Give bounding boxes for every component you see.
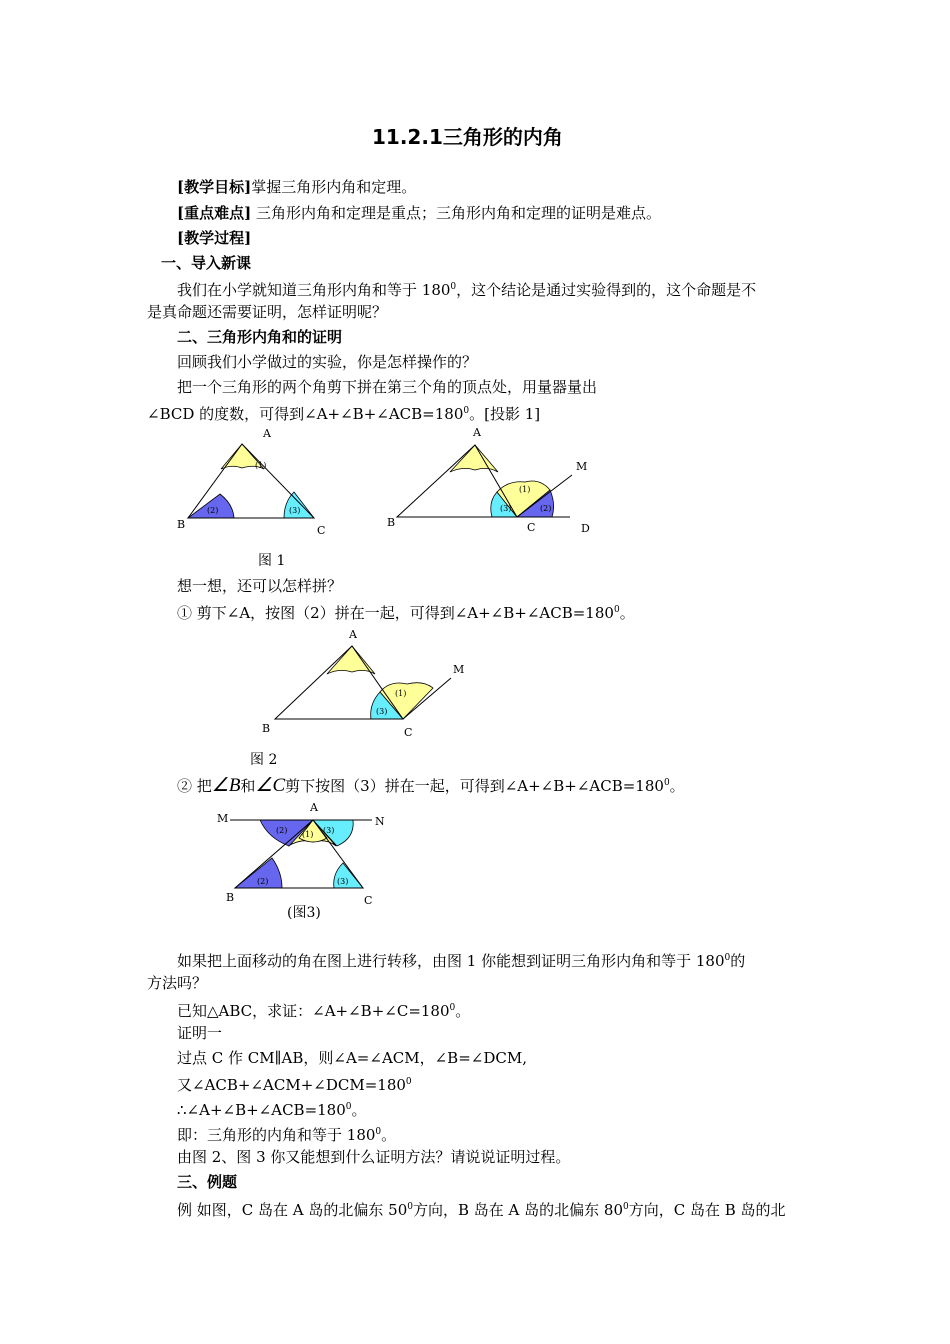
label-n: N — [375, 815, 385, 828]
method2-line — [177, 773, 685, 796]
label-b: B — [226, 891, 235, 904]
text-span: 。 — [351, 1101, 367, 1119]
text-span: 的 — [730, 952, 746, 970]
angle-label-1: (1) — [395, 689, 407, 698]
key-points-label: [重点难点] — [177, 204, 252, 222]
figure2 — [255, 626, 475, 744]
text-span: 。 — [381, 1126, 397, 1144]
text-span: 。 — [455, 1002, 471, 1020]
label-b: B — [387, 516, 396, 529]
proof-line3 — [177, 1097, 367, 1120]
operation-line1: 把一个三角形的两个角剪下拼在第三个角的顶点处，用量器量出 — [177, 378, 598, 396]
label-c: C — [317, 524, 326, 537]
superscript: 0 — [407, 1202, 413, 1212]
angle-label-2: (2) — [540, 504, 552, 513]
objectives-line — [177, 177, 416, 197]
text-span: 。 — [619, 604, 635, 622]
label-b: B — [262, 722, 271, 735]
figure1-left — [170, 424, 340, 544]
superscript: 0 — [724, 953, 731, 963]
label-c: C — [364, 894, 373, 907]
angle-label-2: (2) — [207, 506, 219, 515]
angle-a-sector — [327, 646, 375, 674]
method1-line — [177, 600, 635, 623]
key-points-text: 三角形内角和定理是重点；三角形内角和定理的证明是难点。 — [251, 204, 661, 222]
superscript: 0 — [623, 1202, 629, 1212]
label-a: A — [473, 426, 481, 439]
superscript: 0 — [449, 1003, 456, 1013]
superscript: 0 — [613, 605, 620, 615]
section1-heading: 一、导入新课 — [161, 254, 252, 272]
angle-label-3: (3) — [376, 707, 388, 716]
text-span: 剪下按图（3）拼在一起，可得到∠A+∠B+∠ACB=180 — [285, 777, 664, 795]
angle-a-sector — [450, 445, 498, 472]
text-span: ，这个结论是通过实验得到的，这个命题是不 — [456, 281, 757, 299]
angle-c-symbol: ∠C — [255, 775, 286, 796]
text-span: 又∠ACB+∠ACM+∠DCM=180 — [177, 1076, 406, 1094]
label-a: A — [349, 628, 357, 641]
followup-line: 由图 2、图 3 你又能想到什么证明方法？请说说证明过程。 — [177, 1148, 571, 1166]
section1-paragraph — [177, 277, 756, 300]
angle-label-1: (1) — [519, 485, 531, 494]
text-span: ∠BCD 的度数，可得到∠A+∠B+∠ACB=180 — [147, 405, 464, 423]
question-line2: 方法吗？ — [147, 974, 208, 992]
superscript: 0 — [405, 1077, 412, 1087]
section2-heading: 二、三角形内角和的证明 — [177, 328, 343, 346]
text-span: 如果把上面移动的角在图上进行转移，由图 1 你能想到证明三角形内角和等于 180 — [177, 952, 725, 970]
figure1-caption: 图 1 — [258, 553, 286, 569]
superscript: 0 — [463, 406, 470, 416]
angle-label-3: (3) — [289, 506, 301, 515]
label-m: M — [453, 663, 465, 676]
question-line — [177, 948, 745, 971]
text-span: 方向，B 岛在 A 岛的北偏东 80 — [412, 1201, 624, 1219]
proof-line2 — [177, 1072, 412, 1095]
label-a: A — [263, 427, 271, 440]
page-title: 11.2.1三角形的内角 — [372, 125, 563, 149]
text-span: 方向，C 岛在 B 岛的北 — [628, 1201, 786, 1219]
label-b: B — [177, 518, 186, 531]
label-d: D — [581, 522, 590, 535]
given-line — [177, 998, 470, 1021]
objectives-text: 掌握三角形内角和定理。 — [251, 178, 417, 196]
section3-heading: 三、例题 — [177, 1173, 238, 1191]
text-span: 例 如图，C 岛在 A 岛的北偏东 50 — [177, 1201, 408, 1219]
figure3-caption: (图3) — [287, 905, 321, 921]
text-span: 和 — [240, 777, 256, 795]
proof1-label: 证明一 — [177, 1024, 223, 1042]
label-c: C — [404, 726, 413, 739]
label-m: M — [576, 460, 588, 473]
text-span: 即：三角形的内角和等于 180 — [177, 1126, 376, 1144]
text-span: 我们在小学就知道三角形内角和等于 180 — [177, 281, 451, 299]
process-label: [教学过程] — [177, 229, 252, 247]
text-span: ∴∠A+∠B+∠ACB=180 — [177, 1101, 346, 1119]
section1-paragraph-line2: 是真命题还需要证明，怎样证明呢？ — [147, 303, 388, 321]
angle-label-1: (1) — [255, 461, 267, 470]
text-span: 。[投影 1] — [469, 405, 541, 423]
angle-b-symbol: ∠B — [211, 775, 241, 796]
angle-label-3: (3) — [337, 877, 349, 886]
angle-label-1: (1) — [302, 830, 314, 839]
text-span: ② 把 — [177, 777, 212, 795]
text-span: 。 — [669, 777, 685, 795]
figure2-caption: 图 2 — [250, 752, 278, 768]
superscript: 0 — [663, 778, 670, 788]
key-points-line — [177, 203, 661, 223]
label-m: M — [217, 812, 229, 825]
angle-label-2-top: (2) — [276, 826, 288, 835]
text-span: 已知△ABC，求证：∠A+∠B+∠C=180 — [177, 1002, 450, 1020]
superscript: 0 — [375, 1127, 382, 1137]
example-line — [177, 1197, 786, 1220]
text-span: ① 剪下∠A，按图（2）拼在一起，可得到∠A+∠B+∠ACB=180 — [177, 604, 614, 622]
proof-line1: 过点 C 作 CM∥AB，则∠A=∠ACM，∠B=∠DCM, — [177, 1049, 527, 1067]
angle-label-3: (3) — [500, 504, 512, 513]
label-a: A — [310, 801, 318, 814]
angle-label-3-top: (3) — [323, 826, 335, 835]
angle-label-2: (2) — [257, 877, 269, 886]
think-line: 想一想，还可以怎样拼？ — [177, 577, 343, 595]
objectives-label: [教学目标] — [177, 178, 252, 196]
review-line: 回顾我们小学做过的实验，你是怎样操作的？ — [177, 353, 478, 371]
label-c: C — [527, 521, 536, 534]
superscript: 0 — [450, 282, 457, 292]
figure1-right — [380, 420, 600, 545]
superscript: 0 — [345, 1102, 352, 1112]
conclusion-line — [177, 1122, 396, 1145]
